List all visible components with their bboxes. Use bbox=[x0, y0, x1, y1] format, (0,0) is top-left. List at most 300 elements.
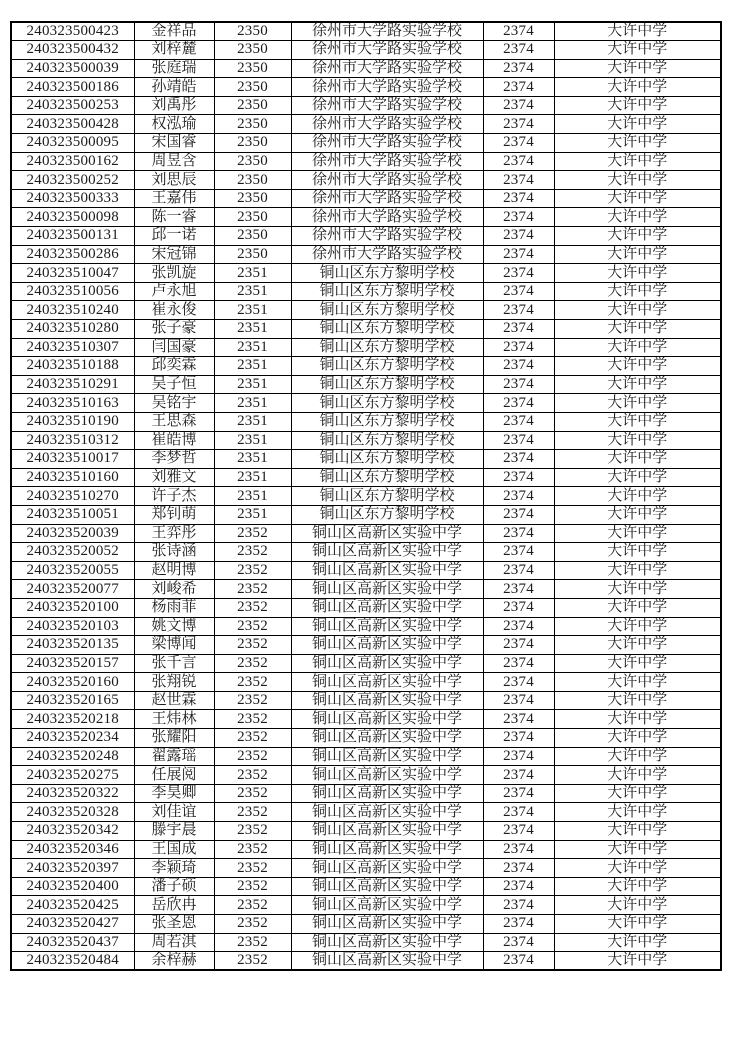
cell-dest-school: 大许中学 bbox=[554, 654, 721, 673]
cell-school-name: 铜山区高新区实验中学 bbox=[291, 598, 483, 617]
cell-dest-school: 大许中学 bbox=[554, 543, 721, 562]
cell-dest-school: 大许中学 bbox=[554, 152, 721, 171]
cell-school-name: 铜山区东方黎明学校 bbox=[291, 375, 483, 394]
cell-school-name: 铜山区高新区实验中学 bbox=[291, 859, 483, 878]
cell-school-name: 铜山区东方黎明学校 bbox=[291, 264, 483, 283]
cell-dest-school: 大许中学 bbox=[554, 933, 721, 952]
cell-exam-id: 240323510270 bbox=[11, 487, 134, 506]
cell-school-code: 2352 bbox=[214, 691, 291, 710]
cell-school-code: 2352 bbox=[214, 933, 291, 952]
cell-student-name: 岳欣冉 bbox=[134, 896, 214, 915]
cell-school-name: 铜山区东方黎明学校 bbox=[291, 338, 483, 357]
cell-dest-school: 大许中学 bbox=[554, 357, 721, 376]
cell-dest-code: 2374 bbox=[483, 264, 554, 283]
cell-dest-school: 大许中学 bbox=[554, 859, 721, 878]
cell-dest-school: 大许中学 bbox=[554, 617, 721, 636]
cell-dest-code: 2374 bbox=[483, 450, 554, 469]
cell-exam-id: 240323500131 bbox=[11, 227, 134, 246]
cell-school-name: 铜山区高新区实验中学 bbox=[291, 766, 483, 785]
cell-exam-id: 240323510051 bbox=[11, 505, 134, 524]
cell-school-name: 铜山区东方黎明学校 bbox=[291, 431, 483, 450]
cell-school-name: 铜山区东方黎明学校 bbox=[291, 450, 483, 469]
table-row bbox=[11, 41, 721, 60]
cell-school-name: 铜山区高新区实验中学 bbox=[291, 877, 483, 896]
cell-school-code: 2351 bbox=[214, 431, 291, 450]
cell-school-name: 铜山区东方黎明学校 bbox=[291, 282, 483, 301]
cell-dest-code: 2374 bbox=[483, 375, 554, 394]
table-row bbox=[11, 412, 721, 431]
table-row bbox=[11, 134, 721, 153]
cell-dest-code: 2374 bbox=[483, 617, 554, 636]
cell-dest-code: 2374 bbox=[483, 598, 554, 617]
cell-school-code: 2351 bbox=[214, 357, 291, 376]
cell-school-code: 2352 bbox=[214, 747, 291, 766]
cell-school-code: 2351 bbox=[214, 282, 291, 301]
cell-exam-id: 240323520234 bbox=[11, 729, 134, 748]
table-row bbox=[11, 803, 721, 822]
cell-school-name: 铜山区东方黎明学校 bbox=[291, 412, 483, 431]
table-row bbox=[11, 301, 721, 320]
cell-student-name: 李颖琦 bbox=[134, 859, 214, 878]
cell-school-name: 铜山区高新区实验中学 bbox=[291, 747, 483, 766]
cell-school-name: 铜山区东方黎明学校 bbox=[291, 468, 483, 487]
cell-dest-code: 2374 bbox=[483, 933, 554, 952]
cell-school-name: 徐州市大学路实验学校 bbox=[291, 171, 483, 190]
table-row bbox=[11, 673, 721, 692]
cell-student-name: 闫国豪 bbox=[134, 338, 214, 357]
cell-exam-id: 240323520077 bbox=[11, 580, 134, 599]
cell-student-name: 陈一睿 bbox=[134, 208, 214, 227]
cell-school-name: 铜山区高新区实验中学 bbox=[291, 729, 483, 748]
cell-student-name: 张翔锐 bbox=[134, 673, 214, 692]
cell-exam-id: 240323520346 bbox=[11, 840, 134, 859]
table-row bbox=[11, 264, 721, 283]
cell-school-name: 铜山区高新区实验中学 bbox=[291, 561, 483, 580]
cell-student-name: 姚文博 bbox=[134, 617, 214, 636]
cell-exam-id: 240323520165 bbox=[11, 691, 134, 710]
cell-exam-id: 240323500098 bbox=[11, 208, 134, 227]
table-row bbox=[11, 877, 721, 896]
cell-exam-id: 240323520397 bbox=[11, 859, 134, 878]
cell-exam-id: 240323510190 bbox=[11, 412, 134, 431]
cell-student-name: 刘佳谊 bbox=[134, 803, 214, 822]
cell-exam-id: 240323520100 bbox=[11, 598, 134, 617]
cell-school-code: 2350 bbox=[214, 134, 291, 153]
cell-exam-id: 240323520157 bbox=[11, 654, 134, 673]
cell-dest-school: 大许中学 bbox=[554, 134, 721, 153]
table-row bbox=[11, 487, 721, 506]
cell-exam-id: 240323510291 bbox=[11, 375, 134, 394]
cell-school-code: 2351 bbox=[214, 450, 291, 469]
cell-student-name: 权泓瑜 bbox=[134, 115, 214, 134]
cell-school-name: 铜山区高新区实验中学 bbox=[291, 524, 483, 543]
cell-school-code: 2352 bbox=[214, 896, 291, 915]
cell-dest-code: 2374 bbox=[483, 543, 554, 562]
cell-dest-code: 2374 bbox=[483, 134, 554, 153]
cell-exam-id: 240323520052 bbox=[11, 543, 134, 562]
cell-student-name: 周若淇 bbox=[134, 933, 214, 952]
cell-student-name: 崔永俊 bbox=[134, 301, 214, 320]
cell-dest-school: 大许中学 bbox=[554, 915, 721, 934]
cell-school-name: 徐州市大学路实验学校 bbox=[291, 59, 483, 78]
cell-exam-id: 240323500428 bbox=[11, 115, 134, 134]
cell-student-name: 张耀阳 bbox=[134, 729, 214, 748]
cell-exam-id: 240323500039 bbox=[11, 59, 134, 78]
cell-student-name: 刘峻希 bbox=[134, 580, 214, 599]
table-row bbox=[11, 840, 721, 859]
cell-school-code: 2352 bbox=[214, 859, 291, 878]
cell-school-code: 2350 bbox=[214, 22, 291, 41]
cell-dest-code: 2374 bbox=[483, 208, 554, 227]
table-row bbox=[11, 189, 721, 208]
cell-exam-id: 240323520160 bbox=[11, 673, 134, 692]
cell-school-name: 徐州市大学路实验学校 bbox=[291, 208, 483, 227]
cell-school-name: 徐州市大学路实验学校 bbox=[291, 96, 483, 115]
cell-dest-code: 2374 bbox=[483, 654, 554, 673]
cell-dest-school: 大许中学 bbox=[554, 673, 721, 692]
cell-dest-code: 2374 bbox=[483, 673, 554, 692]
cell-school-name: 铜山区高新区实验中学 bbox=[291, 691, 483, 710]
cell-school-name: 铜山区东方黎明学校 bbox=[291, 487, 483, 506]
cell-dest-school: 大许中学 bbox=[554, 22, 721, 41]
cell-dest-school: 大许中学 bbox=[554, 691, 721, 710]
cell-dest-school: 大许中学 bbox=[554, 41, 721, 60]
cell-school-code: 2351 bbox=[214, 301, 291, 320]
cell-student-name: 卢永旭 bbox=[134, 282, 214, 301]
cell-dest-code: 2374 bbox=[483, 412, 554, 431]
table-row bbox=[11, 691, 721, 710]
cell-student-name: 刘雅文 bbox=[134, 468, 214, 487]
cell-dest-code: 2374 bbox=[483, 22, 554, 41]
cell-dest-code: 2374 bbox=[483, 803, 554, 822]
cell-school-code: 2350 bbox=[214, 189, 291, 208]
cell-dest-code: 2374 bbox=[483, 691, 554, 710]
cell-exam-id: 240323510280 bbox=[11, 320, 134, 339]
cell-school-code: 2352 bbox=[214, 952, 291, 971]
cell-dest-school: 大许中学 bbox=[554, 78, 721, 97]
table-row bbox=[11, 431, 721, 450]
cell-student-name: 余梓赫 bbox=[134, 952, 214, 971]
cell-student-name: 宋冠锦 bbox=[134, 245, 214, 264]
table-row bbox=[11, 59, 721, 78]
table-row bbox=[11, 654, 721, 673]
cell-student-name: 宋国睿 bbox=[134, 134, 214, 153]
cell-school-code: 2350 bbox=[214, 115, 291, 134]
cell-school-code: 2351 bbox=[214, 338, 291, 357]
cell-dest-school: 大许中学 bbox=[554, 431, 721, 450]
cell-dest-code: 2374 bbox=[483, 115, 554, 134]
cell-dest-school: 大许中学 bbox=[554, 896, 721, 915]
cell-dest-school: 大许中学 bbox=[554, 245, 721, 264]
cell-exam-id: 240323500252 bbox=[11, 171, 134, 190]
cell-school-code: 2352 bbox=[214, 561, 291, 580]
cell-exam-id: 240323520328 bbox=[11, 803, 134, 822]
cell-school-code: 2352 bbox=[214, 654, 291, 673]
table-row bbox=[11, 747, 721, 766]
cell-school-name: 徐州市大学路实验学校 bbox=[291, 115, 483, 134]
cell-dest-code: 2374 bbox=[483, 896, 554, 915]
table-row bbox=[11, 115, 721, 134]
table-row bbox=[11, 96, 721, 115]
cell-dest-school: 大许中学 bbox=[554, 487, 721, 506]
cell-school-name: 铜山区高新区实验中学 bbox=[291, 654, 483, 673]
cell-dest-school: 大许中学 bbox=[554, 784, 721, 803]
cell-dest-code: 2374 bbox=[483, 338, 554, 357]
table-row bbox=[11, 915, 721, 934]
cell-dest-code: 2374 bbox=[483, 729, 554, 748]
cell-dest-code: 2374 bbox=[483, 357, 554, 376]
table-row bbox=[11, 227, 721, 246]
cell-school-code: 2351 bbox=[214, 412, 291, 431]
table-row bbox=[11, 468, 721, 487]
cell-dest-school: 大许中学 bbox=[554, 96, 721, 115]
table-row bbox=[11, 450, 721, 469]
table-row bbox=[11, 282, 721, 301]
cell-student-name: 吴铭宇 bbox=[134, 394, 214, 413]
cell-school-name: 铜山区东方黎明学校 bbox=[291, 394, 483, 413]
cell-exam-id: 240323500333 bbox=[11, 189, 134, 208]
cell-school-code: 2350 bbox=[214, 96, 291, 115]
cell-exam-id: 240323500286 bbox=[11, 245, 134, 264]
cell-student-name: 刘禹彤 bbox=[134, 96, 214, 115]
cell-dest-school: 大许中学 bbox=[554, 189, 721, 208]
cell-school-code: 2350 bbox=[214, 171, 291, 190]
cell-exam-id: 240323520218 bbox=[11, 710, 134, 729]
table-row bbox=[11, 375, 721, 394]
table-row bbox=[11, 561, 721, 580]
table-row bbox=[11, 710, 721, 729]
cell-school-name: 铜山区高新区实验中学 bbox=[291, 803, 483, 822]
cell-dest-code: 2374 bbox=[483, 320, 554, 339]
cell-dest-school: 大许中学 bbox=[554, 766, 721, 785]
cell-school-name: 徐州市大学路实验学校 bbox=[291, 245, 483, 264]
cell-dest-code: 2374 bbox=[483, 915, 554, 934]
cell-student-name: 赵世霖 bbox=[134, 691, 214, 710]
cell-school-code: 2351 bbox=[214, 468, 291, 487]
table-row bbox=[11, 357, 721, 376]
cell-student-name: 张千言 bbox=[134, 654, 214, 673]
table-row bbox=[11, 505, 721, 524]
table-row bbox=[11, 784, 721, 803]
cell-exam-id: 240323500162 bbox=[11, 152, 134, 171]
cell-dest-school: 大许中学 bbox=[554, 524, 721, 543]
cell-student-name: 吴子恒 bbox=[134, 375, 214, 394]
cell-dest-code: 2374 bbox=[483, 822, 554, 841]
cell-school-name: 铜山区高新区实验中学 bbox=[291, 617, 483, 636]
table-row bbox=[11, 933, 721, 952]
cell-dest-school: 大许中学 bbox=[554, 115, 721, 134]
cell-dest-code: 2374 bbox=[483, 747, 554, 766]
table-row bbox=[11, 896, 721, 915]
cell-dest-code: 2374 bbox=[483, 952, 554, 971]
table-row bbox=[11, 543, 721, 562]
cell-student-name: 周昱含 bbox=[134, 152, 214, 171]
cell-exam-id: 240323520039 bbox=[11, 524, 134, 543]
table-row bbox=[11, 617, 721, 636]
table-row bbox=[11, 822, 721, 841]
cell-dest-code: 2374 bbox=[483, 431, 554, 450]
cell-exam-id: 240323500432 bbox=[11, 41, 134, 60]
cell-dest-code: 2374 bbox=[483, 636, 554, 655]
cell-school-code: 2351 bbox=[214, 394, 291, 413]
cell-school-code: 2350 bbox=[214, 227, 291, 246]
cell-student-name: 王炜林 bbox=[134, 710, 214, 729]
cell-exam-id: 240323520342 bbox=[11, 822, 134, 841]
cell-dest-school: 大许中学 bbox=[554, 747, 721, 766]
cell-school-code: 2352 bbox=[214, 617, 291, 636]
cell-dest-school: 大许中学 bbox=[554, 822, 721, 841]
cell-student-name: 翟露瑶 bbox=[134, 747, 214, 766]
cell-dest-code: 2374 bbox=[483, 766, 554, 785]
cell-dest-code: 2374 bbox=[483, 877, 554, 896]
cell-school-code: 2352 bbox=[214, 543, 291, 562]
cell-exam-id: 240323520427 bbox=[11, 915, 134, 934]
cell-dest-school: 大许中学 bbox=[554, 375, 721, 394]
cell-dest-school: 大许中学 bbox=[554, 952, 721, 971]
cell-dest-code: 2374 bbox=[483, 301, 554, 320]
cell-dest-school: 大许中学 bbox=[554, 59, 721, 78]
cell-school-name: 铜山区高新区实验中学 bbox=[291, 580, 483, 599]
cell-student-name: 郑钊萌 bbox=[134, 505, 214, 524]
cell-dest-school: 大许中学 bbox=[554, 264, 721, 283]
cell-dest-code: 2374 bbox=[483, 394, 554, 413]
table-row bbox=[11, 580, 721, 599]
cell-dest-code: 2374 bbox=[483, 505, 554, 524]
cell-exam-id: 240323520484 bbox=[11, 952, 134, 971]
cell-student-name: 崔皓博 bbox=[134, 431, 214, 450]
cell-school-name: 铜山区高新区实验中学 bbox=[291, 636, 483, 655]
cell-school-name: 铜山区高新区实验中学 bbox=[291, 952, 483, 971]
cell-exam-id: 240323520425 bbox=[11, 896, 134, 915]
cell-dest-school: 大许中学 bbox=[554, 208, 721, 227]
cell-school-name: 铜山区高新区实验中学 bbox=[291, 710, 483, 729]
cell-dest-code: 2374 bbox=[483, 487, 554, 506]
cell-school-code: 2352 bbox=[214, 877, 291, 896]
cell-dest-school: 大许中学 bbox=[554, 412, 721, 431]
cell-student-name: 王弈彤 bbox=[134, 524, 214, 543]
cell-student-name: 刘梓麓 bbox=[134, 41, 214, 60]
cell-dest-code: 2374 bbox=[483, 41, 554, 60]
cell-dest-school: 大许中学 bbox=[554, 598, 721, 617]
cell-dest-school: 大许中学 bbox=[554, 301, 721, 320]
table-row bbox=[11, 394, 721, 413]
cell-exam-id: 240323520103 bbox=[11, 617, 134, 636]
cell-student-name: 滕宇晨 bbox=[134, 822, 214, 841]
cell-school-code: 2352 bbox=[214, 636, 291, 655]
cell-dest-code: 2374 bbox=[483, 96, 554, 115]
cell-dest-school: 大许中学 bbox=[554, 171, 721, 190]
cell-school-code: 2352 bbox=[214, 915, 291, 934]
cell-dest-school: 大许中学 bbox=[554, 877, 721, 896]
cell-exam-id: 240323520248 bbox=[11, 747, 134, 766]
table-row bbox=[11, 524, 721, 543]
cell-exam-id: 240323510056 bbox=[11, 282, 134, 301]
cell-school-name: 铜山区高新区实验中学 bbox=[291, 784, 483, 803]
cell-dest-school: 大许中学 bbox=[554, 227, 721, 246]
table-row bbox=[11, 729, 721, 748]
cell-school-name: 铜山区高新区实验中学 bbox=[291, 543, 483, 562]
table-body bbox=[11, 22, 721, 970]
table-row bbox=[11, 245, 721, 264]
cell-dest-code: 2374 bbox=[483, 245, 554, 264]
cell-dest-school: 大许中学 bbox=[554, 394, 721, 413]
cell-dest-code: 2374 bbox=[483, 840, 554, 859]
cell-dest-code: 2374 bbox=[483, 171, 554, 190]
cell-dest-code: 2374 bbox=[483, 710, 554, 729]
cell-dest-school: 大许中学 bbox=[554, 561, 721, 580]
cell-school-code: 2352 bbox=[214, 673, 291, 692]
cell-student-name: 孙靖皓 bbox=[134, 78, 214, 97]
cell-exam-id: 240323510188 bbox=[11, 357, 134, 376]
cell-exam-id: 240323500095 bbox=[11, 134, 134, 153]
cell-dest-code: 2374 bbox=[483, 282, 554, 301]
cell-exam-id: 240323500423 bbox=[11, 22, 134, 41]
cell-dest-code: 2374 bbox=[483, 784, 554, 803]
cell-school-code: 2350 bbox=[214, 78, 291, 97]
cell-school-code: 2352 bbox=[214, 524, 291, 543]
cell-school-name: 徐州市大学路实验学校 bbox=[291, 22, 483, 41]
cell-exam-id: 240323510240 bbox=[11, 301, 134, 320]
cell-exam-id: 240323510160 bbox=[11, 468, 134, 487]
cell-exam-id: 240323510163 bbox=[11, 394, 134, 413]
cell-student-name: 邱一诺 bbox=[134, 227, 214, 246]
cell-dest-code: 2374 bbox=[483, 580, 554, 599]
cell-school-name: 徐州市大学路实验学校 bbox=[291, 152, 483, 171]
table-row bbox=[11, 320, 721, 339]
student-placement-table bbox=[10, 21, 722, 971]
cell-student-name: 刘思辰 bbox=[134, 171, 214, 190]
cell-school-code: 2350 bbox=[214, 41, 291, 60]
cell-school-code: 2352 bbox=[214, 803, 291, 822]
cell-exam-id: 240323510017 bbox=[11, 450, 134, 469]
cell-school-code: 2352 bbox=[214, 822, 291, 841]
cell-school-code: 2351 bbox=[214, 505, 291, 524]
cell-school-name: 铜山区高新区实验中学 bbox=[291, 673, 483, 692]
cell-dest-school: 大许中学 bbox=[554, 840, 721, 859]
cell-school-code: 2352 bbox=[214, 710, 291, 729]
cell-school-name: 徐州市大学路实验学校 bbox=[291, 227, 483, 246]
cell-school-name: 铜山区东方黎明学校 bbox=[291, 505, 483, 524]
cell-student-name: 王国成 bbox=[134, 840, 214, 859]
cell-student-name: 邱奕霖 bbox=[134, 357, 214, 376]
cell-student-name: 张子豪 bbox=[134, 320, 214, 339]
table-row bbox=[11, 171, 721, 190]
cell-dest-school: 大许中学 bbox=[554, 636, 721, 655]
cell-school-name: 铜山区东方黎明学校 bbox=[291, 357, 483, 376]
cell-exam-id: 240323520055 bbox=[11, 561, 134, 580]
table-row bbox=[11, 766, 721, 785]
cell-school-code: 2352 bbox=[214, 766, 291, 785]
table-row bbox=[11, 636, 721, 655]
cell-student-name: 王思森 bbox=[134, 412, 214, 431]
cell-school-name: 徐州市大学路实验学校 bbox=[291, 41, 483, 60]
cell-student-name: 张圣恩 bbox=[134, 915, 214, 934]
cell-student-name: 李昊卿 bbox=[134, 784, 214, 803]
cell-exam-id: 240323500186 bbox=[11, 78, 134, 97]
cell-exam-id: 240323510307 bbox=[11, 338, 134, 357]
cell-school-code: 2350 bbox=[214, 208, 291, 227]
cell-dest-school: 大许中学 bbox=[554, 710, 721, 729]
cell-school-code: 2352 bbox=[214, 784, 291, 803]
cell-exam-id: 240323510312 bbox=[11, 431, 134, 450]
cell-dest-school: 大许中学 bbox=[554, 450, 721, 469]
cell-school-code: 2350 bbox=[214, 245, 291, 264]
cell-exam-id: 240323510047 bbox=[11, 264, 134, 283]
cell-school-name: 铜山区东方黎明学校 bbox=[291, 320, 483, 339]
cell-student-name: 李梦哲 bbox=[134, 450, 214, 469]
cell-student-name: 任展阅 bbox=[134, 766, 214, 785]
cell-student-name: 金祥品 bbox=[134, 22, 214, 41]
